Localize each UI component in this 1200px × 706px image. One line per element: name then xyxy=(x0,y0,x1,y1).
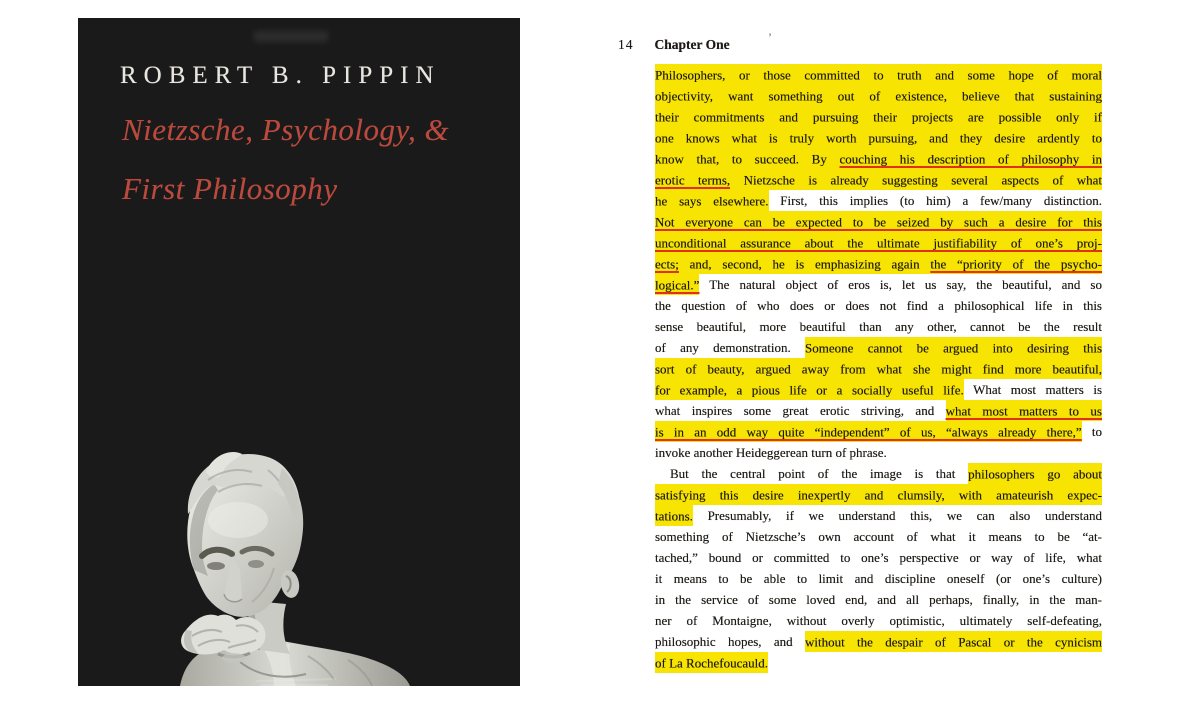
cover-author: ROBERT B. PIPPIN xyxy=(120,62,441,89)
text-line xyxy=(655,211,1102,232)
nietzsche-bust-image xyxy=(178,450,420,686)
text-line xyxy=(655,400,1102,421)
text-line xyxy=(655,274,1102,295)
highlighted-text: one knows what is truly worth pursuing, and they desire ardently to xyxy=(655,127,1102,148)
highlighted-text: know that, to succeed. By xyxy=(655,148,840,169)
text-line xyxy=(655,526,1102,547)
highlighted-text: Nietzsche is already suggesting several aspects of what xyxy=(730,169,1102,190)
running-head: Chapter One xyxy=(654,37,730,52)
text-line xyxy=(655,568,1102,589)
stray-mark: ’ xyxy=(768,30,772,44)
highlighted-text: without the despair of Pascal or the cynicism xyxy=(805,631,1102,652)
text-line xyxy=(655,547,1102,568)
text-line xyxy=(655,190,1102,211)
book-cover xyxy=(78,18,520,686)
text-line xyxy=(655,232,1102,253)
underlined-highlight-text: couching his description of philosophy in xyxy=(840,148,1103,169)
page-header xyxy=(618,37,730,53)
highlighted-text: Someone cannot be argued into desiring this xyxy=(805,337,1102,358)
body-text: But the central point of the image is that xyxy=(670,466,969,481)
body-text: it means to be able to limit and discipline oneself (or one’s culture) xyxy=(655,571,1102,586)
body-text: philosophic hopes, and xyxy=(655,634,805,649)
text-line xyxy=(655,652,1102,673)
highlighted-text: Philosophers, or those committed to truth and some hope of moral xyxy=(655,64,1102,85)
highlighted-text: objectivity, want something out of existence, believe that sustaining xyxy=(655,85,1102,106)
text-line xyxy=(655,631,1102,652)
underlined-highlight-text: Not everyone can be expected to be seized by such a desire for this xyxy=(655,211,1102,232)
text-line xyxy=(655,85,1102,106)
text-line xyxy=(655,463,1102,484)
text-line xyxy=(655,316,1102,337)
text-line xyxy=(655,484,1102,505)
body-text: tached,” bound or committed to one’s perspective or way of life, what xyxy=(655,550,1102,565)
body-text: First, this implies (to him) a few/many distinction. xyxy=(768,193,1102,208)
body-text: to xyxy=(1081,424,1102,439)
highlighted-text: tations. xyxy=(655,505,693,526)
body-text: The natural object of eros is, let us say, the beautiful, and so xyxy=(699,277,1102,292)
underlined-highlight-text: the “priority of the psycho- xyxy=(930,253,1102,274)
underlined-highlight-text: logical.” xyxy=(655,274,699,295)
text-line xyxy=(655,358,1102,379)
text-line xyxy=(655,295,1102,316)
underlined-highlight-text: unconditional assurance about the ultimate justifiability of one’s proj- xyxy=(655,232,1102,253)
highlighted-text: of La Rochefoucauld. xyxy=(655,652,768,673)
body-text: what inspires some great erotic striving, and xyxy=(655,403,946,418)
highlighted-text: and, second, he is emphasizing again xyxy=(679,253,931,274)
highlighted-text: for example, a pious life or a socially useful life. xyxy=(655,379,964,400)
text-line xyxy=(655,421,1102,442)
highlighted-text: satisfying this desire inexpertly and clumsily, with amateurish expec- xyxy=(655,484,1102,505)
body-text: Presumably, if we understand this, we can also understand xyxy=(692,508,1102,523)
body-text: What most matters is xyxy=(963,382,1102,397)
book-page xyxy=(600,0,1200,706)
body-text: ner of Montaigne, without overly optimistic, ultimately self-defeating, xyxy=(655,613,1102,628)
underlined-highlight-text: is in an odd way quite “independent” of us, “always already there,” xyxy=(655,421,1082,442)
body-text: sense beautiful, more beautiful than any other, cannot be the result xyxy=(655,319,1102,334)
body-text: in the service of some loved end, and all perhaps, finally, in the man- xyxy=(655,592,1102,607)
text-line xyxy=(655,442,1102,463)
text-line xyxy=(655,148,1102,169)
underlined-highlight-text: what most matters to us xyxy=(946,400,1102,421)
text-line xyxy=(655,379,1102,400)
highlighted-text: sort of beauty, argued away from what she might find more beautiful, xyxy=(655,358,1102,379)
text-line xyxy=(655,253,1102,274)
highlighted-text: philosophers go about xyxy=(968,463,1102,484)
body-text: invoke another Heideggerean turn of phrase. xyxy=(655,445,887,460)
text-line xyxy=(655,106,1102,127)
text-line xyxy=(655,127,1102,148)
text-line xyxy=(655,169,1102,190)
highlighted-text: their commitments and pursuing their projects are possible only if xyxy=(655,106,1102,127)
text-line xyxy=(655,505,1102,526)
body-text: something of Nietzsche’s own account of what it means to be “at- xyxy=(655,529,1102,544)
highlighted-text: he says elsewhere. xyxy=(655,190,769,211)
text-line xyxy=(655,64,1102,85)
body-text: the question of who does or does not find a philosophical life in this xyxy=(655,298,1102,313)
underlined-highlight-text: ects; xyxy=(655,253,679,274)
text-line xyxy=(655,337,1102,358)
page-body xyxy=(655,64,1102,673)
cover-top-smudge xyxy=(254,31,328,42)
page-number: 14 xyxy=(618,37,634,52)
underlined-highlight-text: erotic terms, xyxy=(655,169,730,190)
cover-title-line2: First Philosophy xyxy=(122,171,338,206)
cover-title-line1: Nietzsche, Psychology, & xyxy=(122,112,450,147)
text-line xyxy=(655,589,1102,610)
text-line xyxy=(655,610,1102,631)
body-text: of any demonstration. xyxy=(655,340,806,355)
